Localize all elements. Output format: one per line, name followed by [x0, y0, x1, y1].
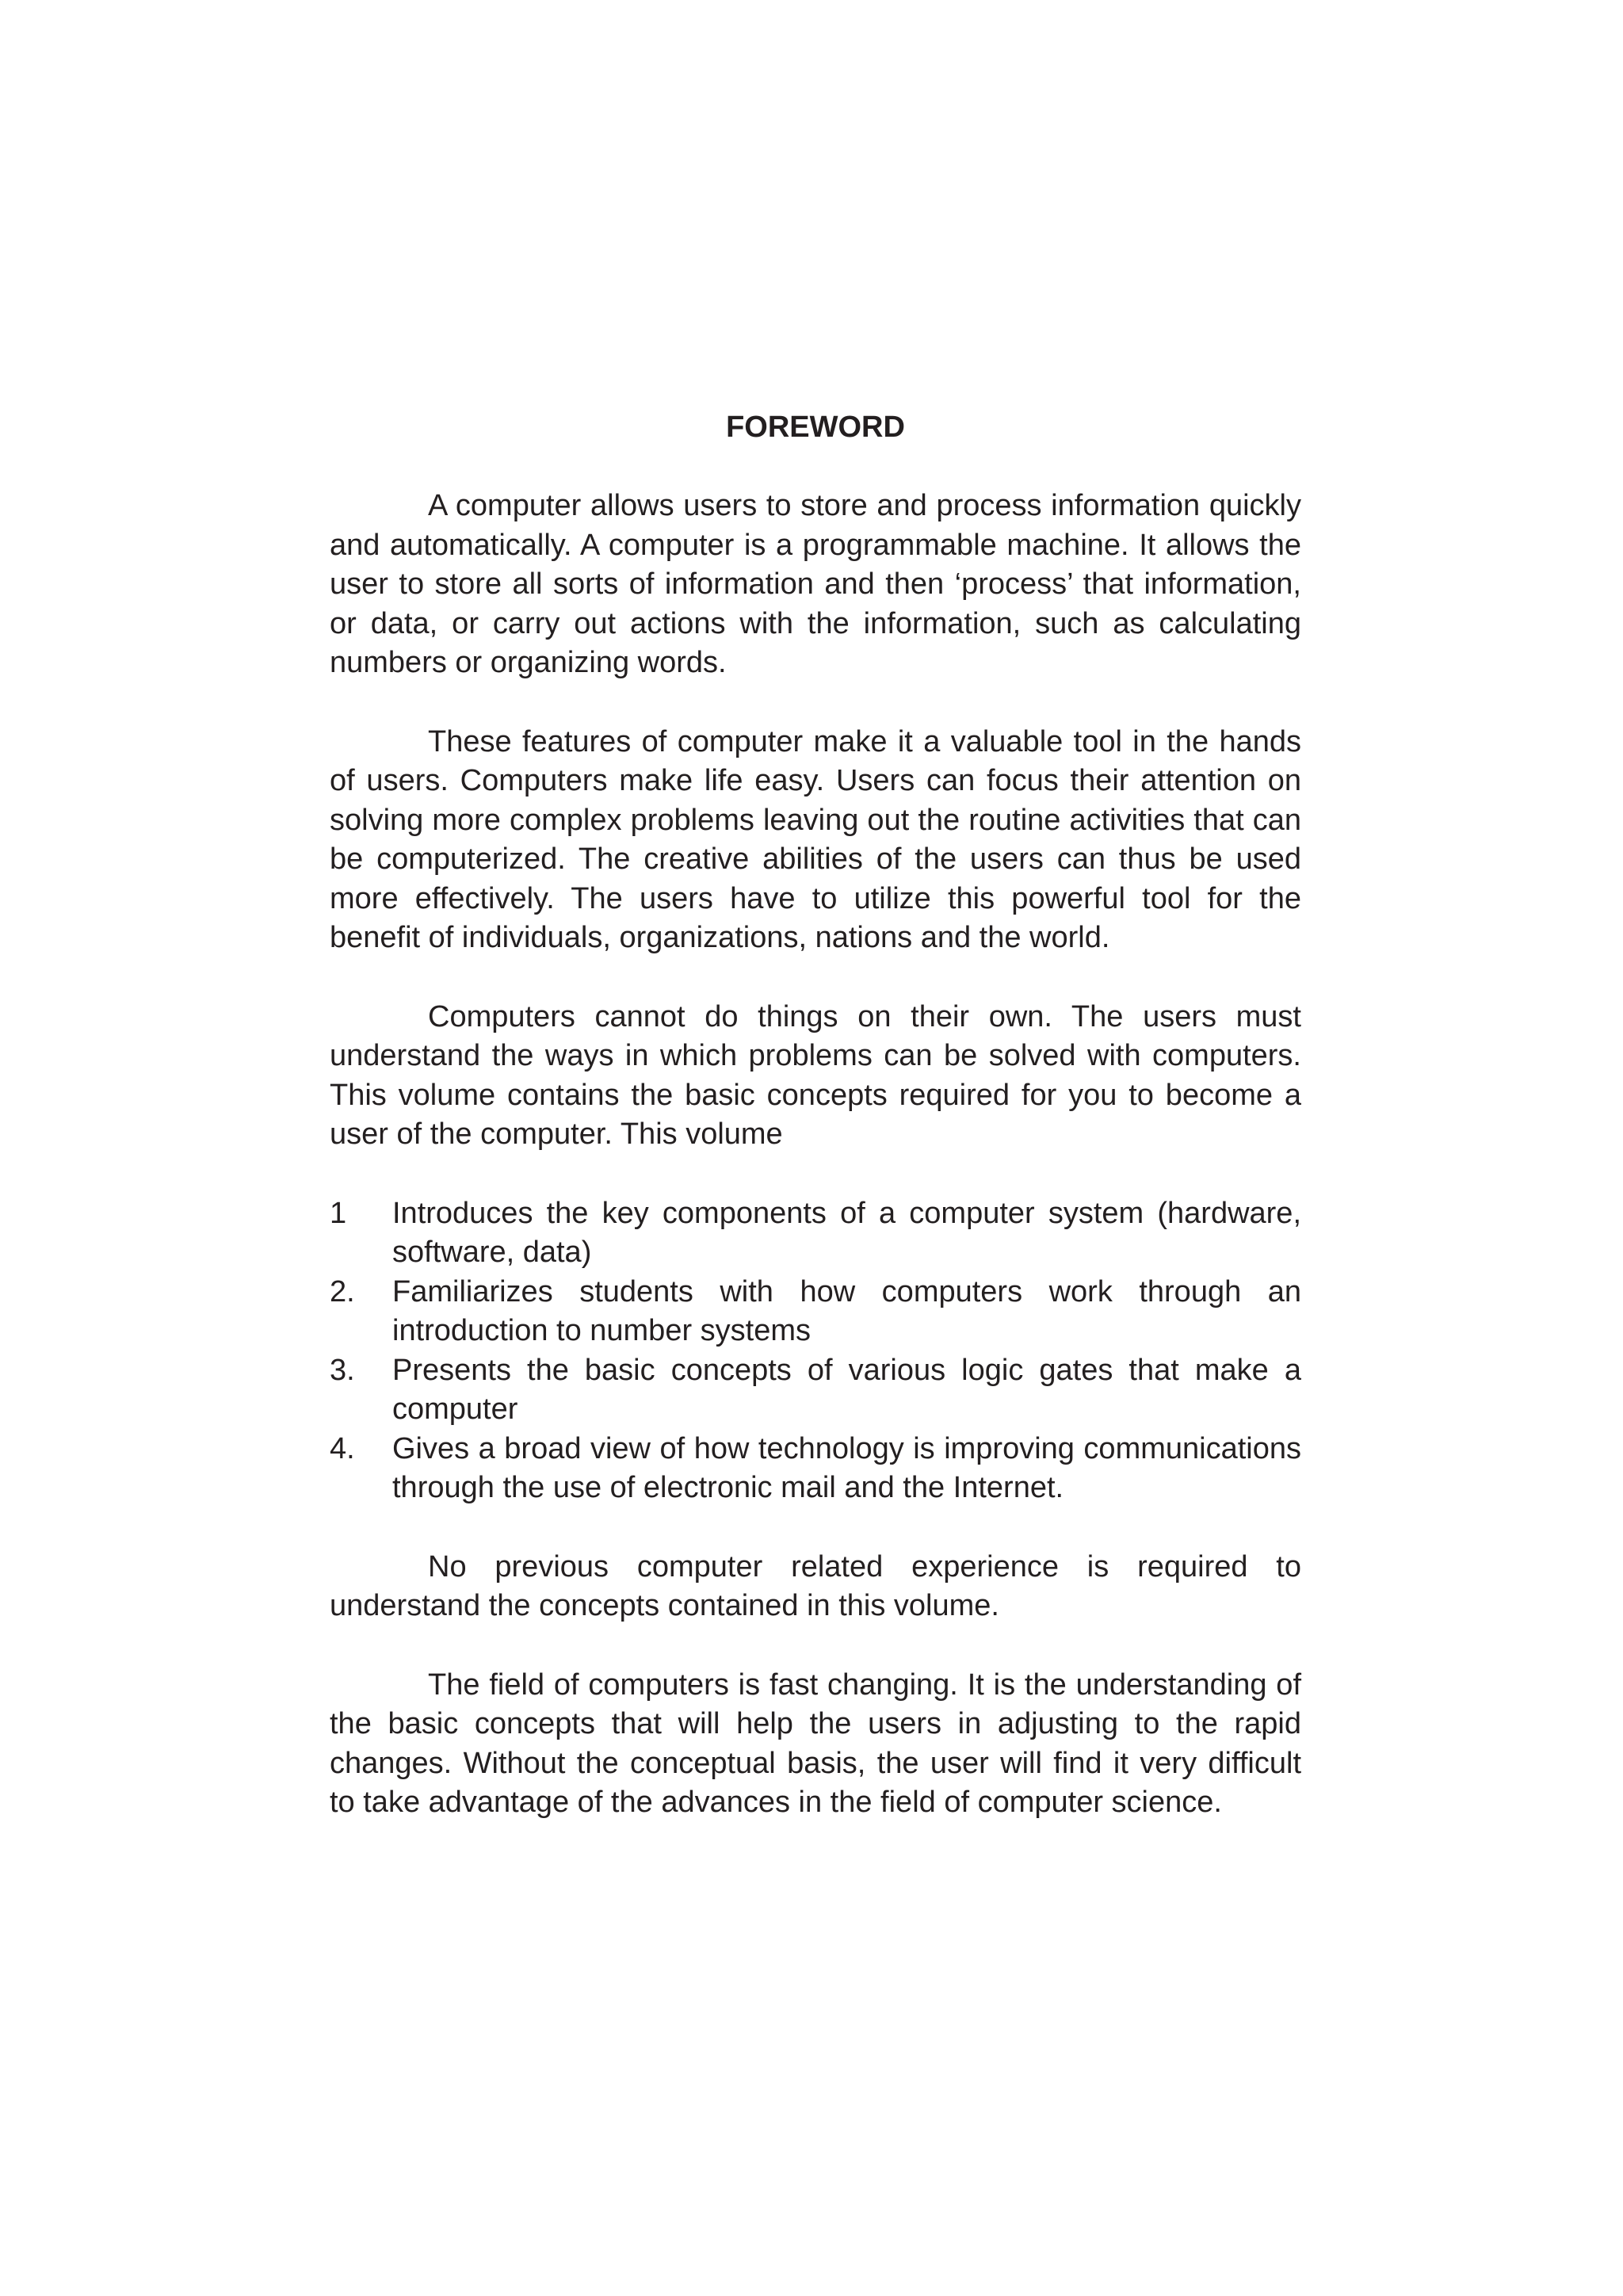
- volume-contents-list: [330, 1194, 1301, 1508]
- list-item-number: 3.: [330, 1353, 355, 1387]
- paragraph-intro: A computer allows users to store and process information quickly and automatically. A computer is a programmable machine. It allows the user to store all sorts of information and then ‘process’ that information, or data, or carry out actions with the information, such as calculating numbers or organizing words.: [330, 489, 1301, 679]
- paragraph-volume: Computers cannot do things on their own. The users must understand the ways in which problems can be solved with computers. This volume contains the basic concepts required for you to become a user of the computer. This volume: [330, 999, 1301, 1151]
- list-item-text: Gives a broad view of how technology is improving communications through the use of electronic mail and the Internet.: [392, 1431, 1301, 1504]
- paragraph-conclusion: The field of computers is fast changing. It is the understanding of the basic concepts that will help the users in adjusting to the rapid changes. Without the conceptual basis, the user will find it very difficult to take advantage of the advances in the field of computer science.: [330, 1668, 1301, 1819]
- list-item-text: Familiarizes students with how computers work through an introduction to number systems: [392, 1274, 1301, 1347]
- list-item-number: 1: [330, 1196, 347, 1230]
- foreword-page: [330, 407, 1301, 1862]
- list-item-number: 2.: [330, 1274, 355, 1308]
- list-item-text: Presents the basic concepts of various logic gates that make a computer: [392, 1353, 1301, 1426]
- list-item: [330, 1194, 1301, 1273]
- list-item: [330, 1351, 1301, 1430]
- paragraph-experience: No previous computer related experience is required to understand the concepts contained in this volume.: [330, 1549, 1301, 1622]
- page-title: FOREWORD: [726, 411, 905, 444]
- list-item: [330, 1273, 1301, 1351]
- list-item-text: Introduces the key components of a computer system (hardware, software, data): [392, 1196, 1301, 1269]
- paragraph-features: These features of computer make it a valuable tool in the hands of users. Computers make life easy. Users can focus their attention on solving more complex problems leaving out the routine activities that can be computerized. The creative abilities of the users can thus be used more effectively. The users have to utilize this powerful tool for the benefit of individuals, organizations, nations and the world.: [330, 724, 1301, 954]
- list-item: [330, 1430, 1301, 1508]
- list-item-number: 4.: [330, 1431, 355, 1465]
